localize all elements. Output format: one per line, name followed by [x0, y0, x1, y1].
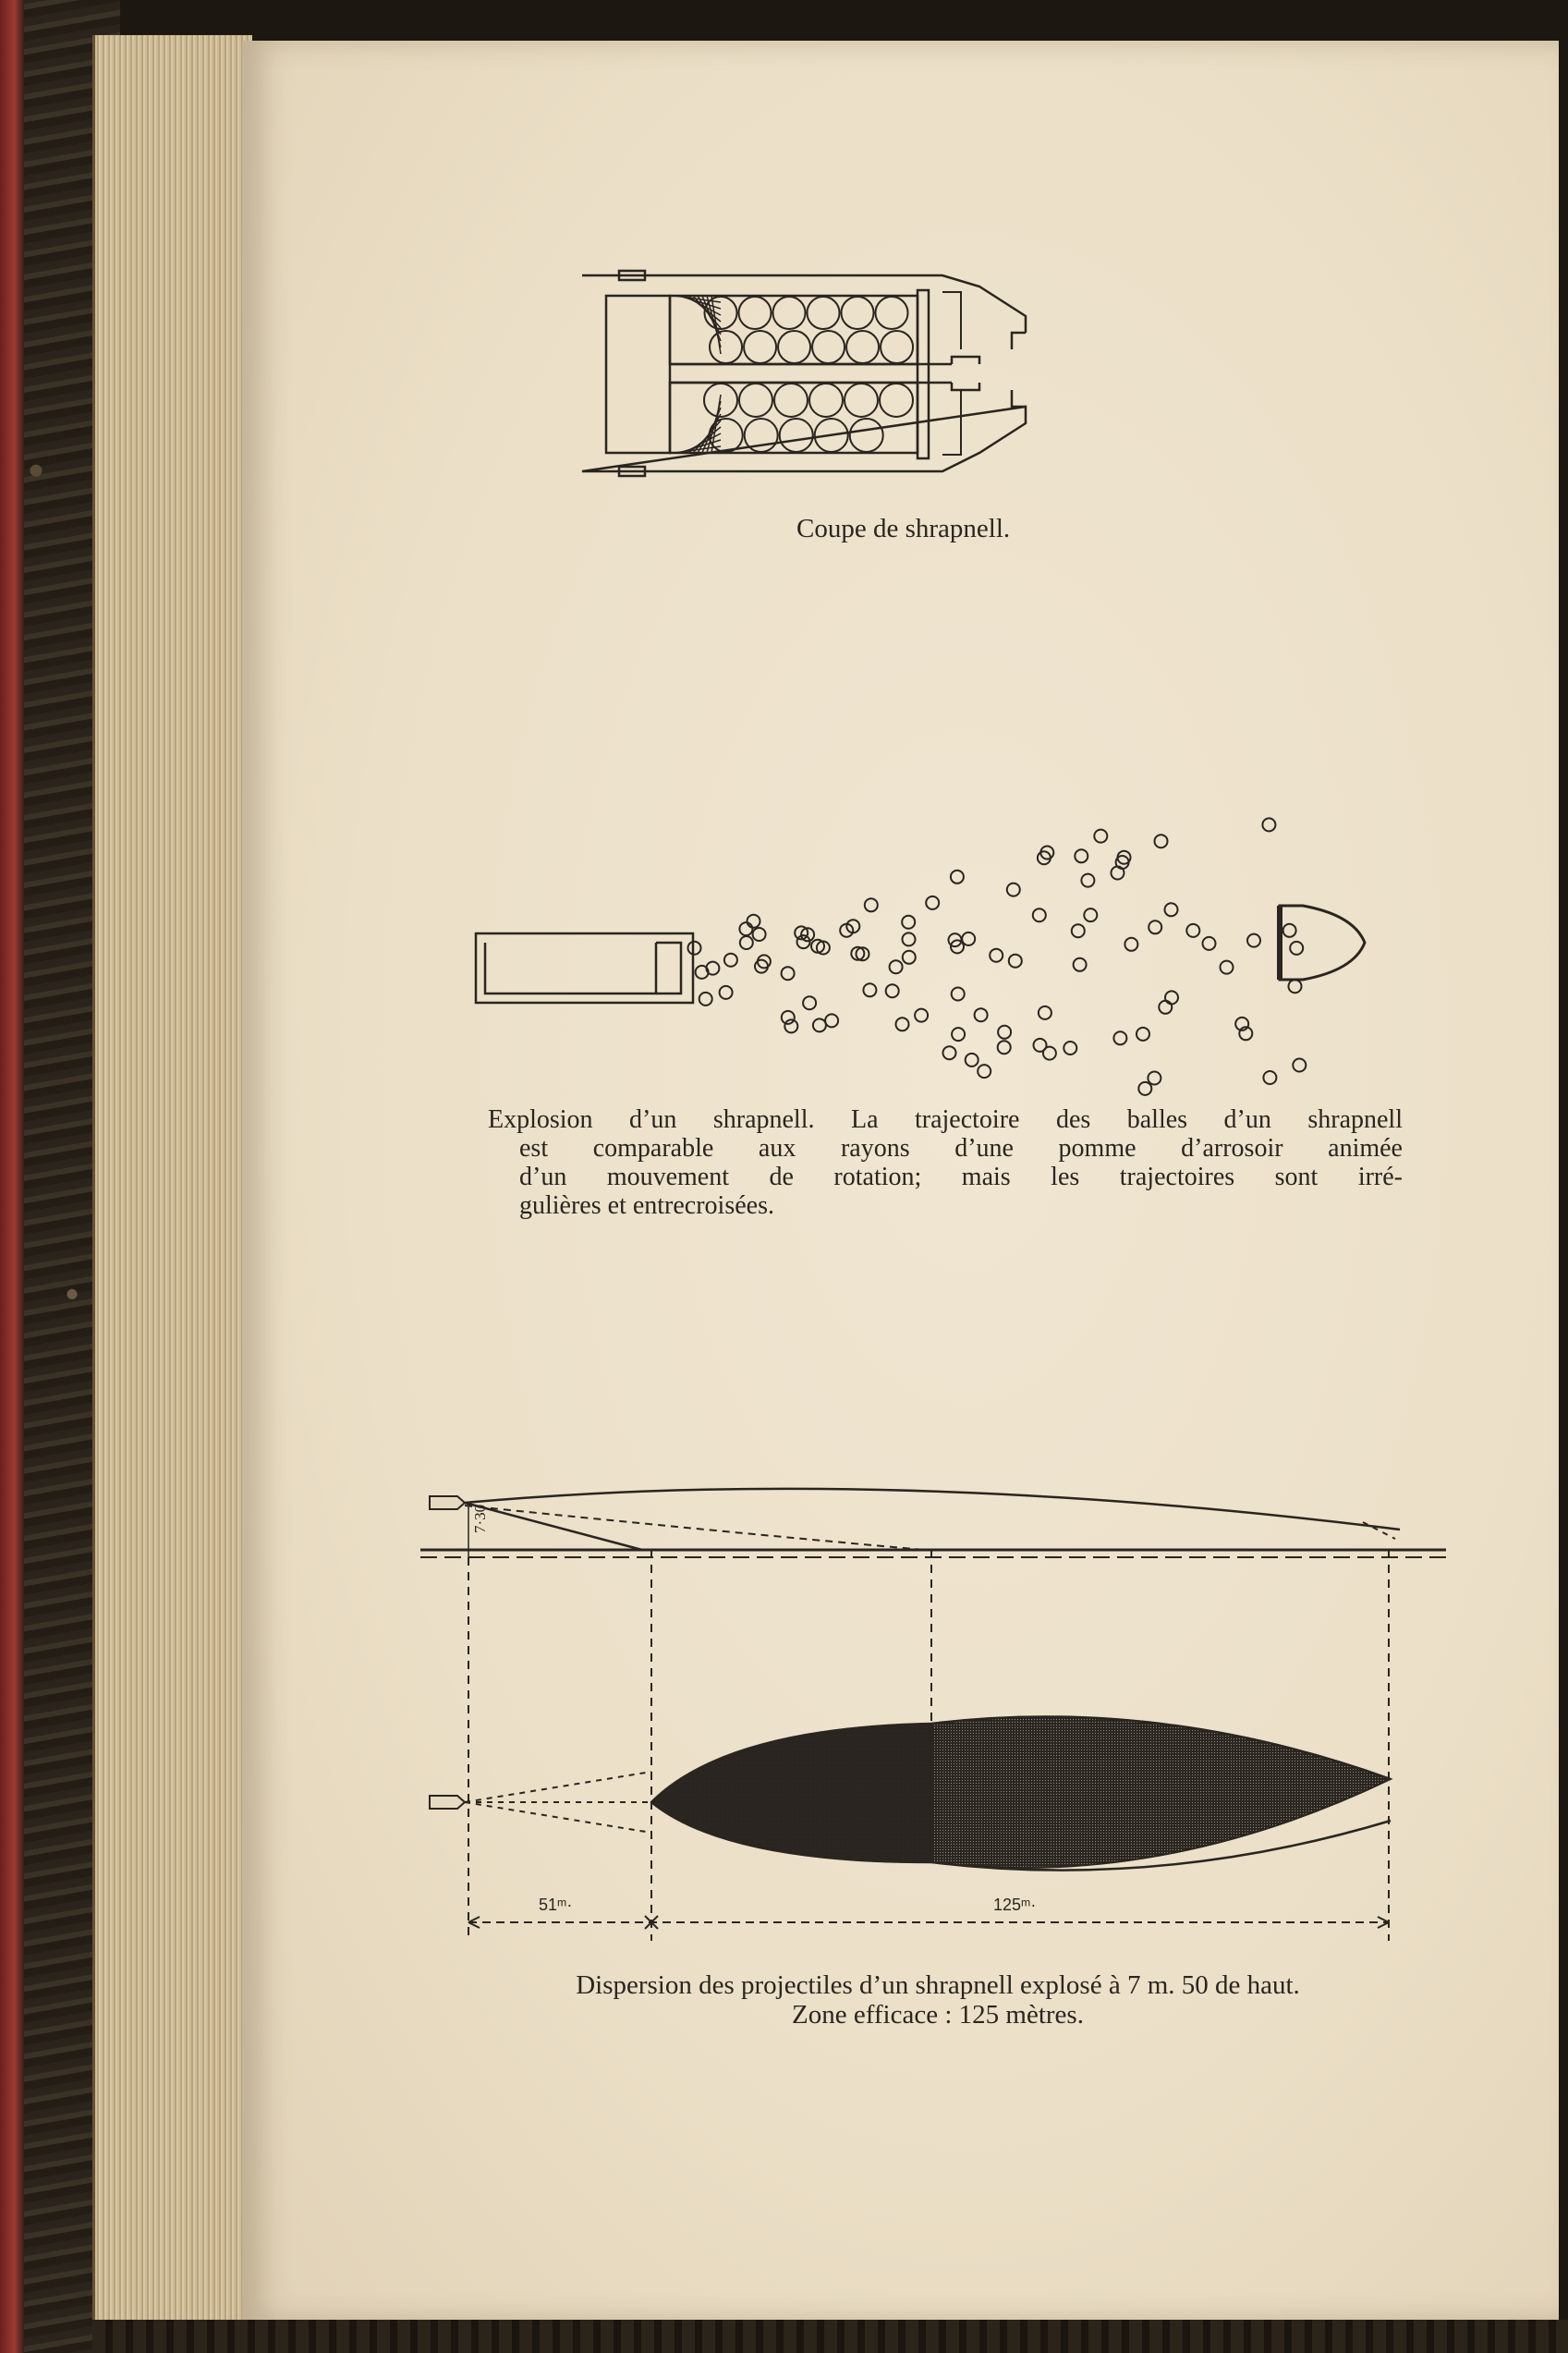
- shrapnel-ball: [706, 962, 719, 975]
- shrapnel-ball: [780, 419, 813, 452]
- shrapnel-ball: [952, 988, 965, 1001]
- shrapnel-ball: [782, 967, 795, 980]
- shrapnel-ball: [1007, 884, 1020, 896]
- shrapnel-ball: [745, 419, 778, 452]
- shrapnel-ball: [1075, 849, 1088, 862]
- caption-line: gulières et entrecroisées.: [519, 1191, 774, 1220]
- shrapnel-ball: [739, 297, 772, 329]
- shrapnel-ball: [739, 384, 772, 417]
- cover-bottom-edge: [92, 2320, 1568, 2353]
- shrapnel-ball: [1148, 1072, 1161, 1085]
- shrapnel-ball: [773, 297, 806, 329]
- shrapnel-ball: [812, 331, 845, 363]
- shrapnel-ball: [926, 896, 939, 909]
- shrapnel-ball: [865, 898, 878, 911]
- distance-label-125: 125ᵐ·: [993, 1896, 1037, 1914]
- shrapnel-ball: [688, 942, 701, 955]
- figure-caption-explosion: [488, 1105, 1403, 1220]
- shrapnel-ball: [803, 996, 816, 1009]
- shrapnel-ball: [1290, 942, 1303, 955]
- shrapnel-ball: [825, 1014, 838, 1027]
- shrapnel-ball: [1034, 1039, 1047, 1052]
- shrapnel-ball: [880, 384, 913, 417]
- shrapnel-ball: [1094, 830, 1107, 843]
- shrapnel-ball: [1081, 874, 1094, 887]
- shrapnel-ball: [720, 986, 733, 999]
- shrapnel-ball: [774, 384, 808, 417]
- shrapnel-ball: [710, 331, 742, 363]
- shrapnel-ball: [1165, 991, 1178, 1004]
- shrapnel-ball: [1283, 924, 1296, 937]
- shrapnel-ball: [903, 933, 916, 945]
- shrapnel-ball: [902, 916, 915, 929]
- caption-line: Dispersion des projectiles d’un shrapnell explosé à 7 m. 50 de haut.: [576, 1970, 1300, 2000]
- shrapnel-ball: [740, 936, 753, 949]
- shrapnel-ball: [1136, 1028, 1149, 1041]
- shrapnel-ball: [1159, 1001, 1172, 1014]
- shrapnel-ball: [975, 1008, 988, 1021]
- binding-red-edge: [0, 0, 24, 2353]
- shrapnel-ball: [845, 384, 878, 417]
- shrapnel-ball: [748, 915, 760, 928]
- shrapnel-ball: [1039, 1006, 1051, 1019]
- shrapnel-ball: [782, 1011, 795, 1024]
- shrapnel-ball: [1289, 980, 1302, 993]
- shrapnel-ball: [704, 384, 737, 417]
- shrapnel-explosion-figure: [467, 795, 1418, 1100]
- shrapnel-ball: [739, 922, 752, 935]
- shrapnel-ball: [813, 1018, 826, 1031]
- shrapnel-ball: [881, 331, 913, 363]
- caption-line: d’un mouvement de rotation; mais les trajectoires sont irré-: [519, 1163, 1403, 1191]
- shrapnel-ball: [724, 954, 737, 967]
- shrapnel-ball: [1072, 924, 1085, 937]
- shrapnel-ball: [951, 871, 964, 884]
- shrapnel-ball: [784, 1019, 797, 1032]
- shrapnel-ball: [978, 1065, 991, 1078]
- shrapnel-ball: [1221, 961, 1234, 974]
- shrapnel-ball: [998, 1041, 1011, 1054]
- shrapnel-ball: [876, 297, 908, 329]
- shrapnel-ball: [896, 1018, 909, 1030]
- caption-line: Explosion d’un shrapnell. La trajectoire des balles d’un shrapnell: [488, 1105, 1403, 1134]
- shrapnel-ball: [842, 297, 874, 329]
- shrapnel-ball: [1203, 937, 1216, 950]
- shrapnel-ball: [778, 331, 810, 363]
- shrapnel-ball: [1149, 920, 1161, 933]
- shrapnel-ball: [1186, 924, 1199, 937]
- caption-line: Zone efficace : 125 mètres.: [792, 2000, 1084, 2030]
- shrapnel-ball: [863, 983, 876, 996]
- shrapnel-ball: [1293, 1059, 1306, 1072]
- shrapnel-ball: [1247, 934, 1260, 947]
- shrapnel-ball: [1138, 1082, 1151, 1095]
- shrapnel-ball: [1084, 908, 1097, 921]
- shrapnel-ball: [808, 297, 840, 329]
- shrapnel-cross-section-figure: [573, 268, 1312, 508]
- shrapnel-ball: [915, 1009, 928, 1022]
- distance-label-51: 51ᵐ·: [539, 1896, 573, 1914]
- shrapnel-ball: [1262, 818, 1275, 831]
- shrapnel-ball: [903, 951, 916, 964]
- shrapnel-ball: [966, 1054, 978, 1067]
- shrapnel-ball: [1113, 1031, 1126, 1044]
- shrapnel-ball: [1124, 938, 1137, 951]
- shrapnel-ball: [846, 331, 879, 363]
- shrapnel-ball: [890, 960, 903, 973]
- shrapnel-ball: [1155, 835, 1168, 847]
- shrapnel-ball: [1064, 1042, 1076, 1055]
- shrapnel-ball: [758, 955, 771, 968]
- shrapnel-ball: [990, 949, 1003, 962]
- shrapnel-ball: [744, 331, 776, 363]
- shrapnel-ball: [952, 1028, 965, 1041]
- height-label: 7·30: [471, 1504, 489, 1533]
- figure-caption-coupe: Coupe de shrapnell.: [796, 514, 1011, 543]
- figure-caption-dispersion: [480, 1970, 1395, 2030]
- shrapnel-ball: [1263, 1071, 1276, 1084]
- page-stack-edge: [92, 35, 252, 2323]
- shrapnel-ball: [943, 1046, 956, 1059]
- shrapnel-ball: [998, 1026, 1011, 1039]
- shrapnel-ball: [850, 419, 883, 452]
- shrapnel-ball: [699, 993, 712, 1006]
- shrapnel-ball: [1074, 958, 1087, 971]
- shrapnel-ball: [1009, 955, 1022, 968]
- shrapnel-ball: [809, 384, 843, 417]
- dispersion-diagram-figure: [420, 1474, 1446, 1955]
- shrapnel-ball: [753, 928, 766, 941]
- shrapnel-ball: [1165, 903, 1178, 916]
- shrapnel-ball: [886, 984, 899, 997]
- shrapnel-ball: [1033, 908, 1046, 921]
- shrapnel-ball: [962, 933, 975, 945]
- caption-line: est comparable aux rayons d’une pomme d’arrosoir animée: [519, 1134, 1403, 1163]
